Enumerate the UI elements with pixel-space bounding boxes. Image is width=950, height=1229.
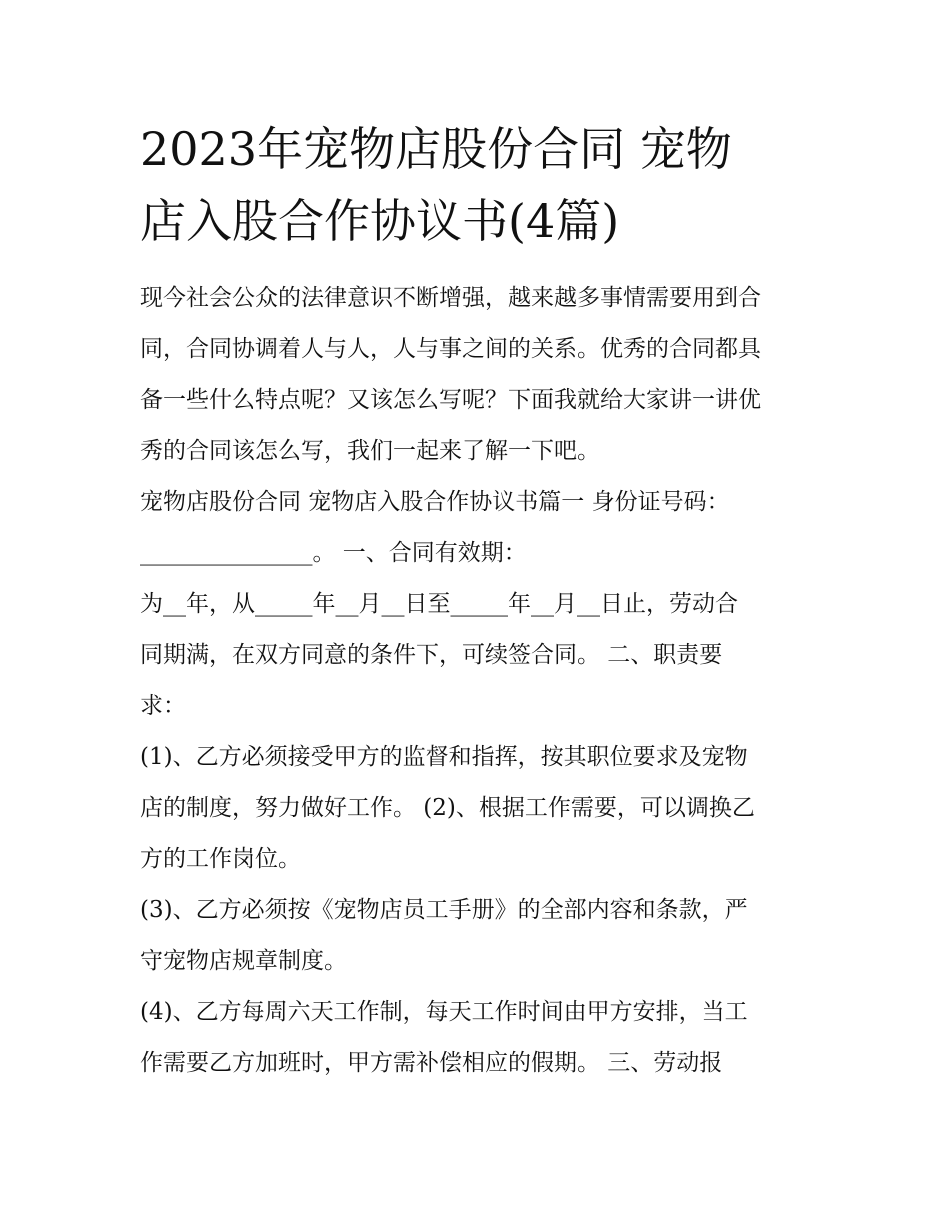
body-line-16: 作需要乙方加班时，甲方需补偿相应的假期。 三、劳动报 [140, 1050, 723, 1076]
document-title [140, 113, 820, 257]
body-line-14: 守宠物店规章制度。 [140, 948, 347, 974]
body-line-11: 店的制度，努力做好工作。 (2)、根据工作需要，可以调换乙 [140, 795, 755, 821]
body-line-6: _______________。 一、合同有效期： [140, 540, 527, 566]
body-line-8: 同期满，在双方同意的条件下，可续签合同。 二、职责要 [140, 642, 723, 668]
body-line-1: 现今社会公众的法律意识不断增强，越来越多事情需要用到合 [140, 285, 761, 311]
body-line-3: 备一些什么特点呢？又该怎么写呢？下面我就给大家讲一讲优 [140, 387, 761, 413]
body-line-7: 为__年，从_____年__月__日至_____年__月__日止，劳动合 [140, 591, 738, 617]
document-content [140, 113, 820, 1089]
body-line-4: 秀的合同该怎么写，我们一起来了解一下吧。 [140, 438, 600, 464]
body-line-13: (3)、乙方必须按《宠物店员工手册》的全部内容和条款，严 [140, 897, 748, 923]
body-line-10: (1)、乙方必须接受甲方的监督和指挥，按其职位要求及宠物 [140, 744, 748, 770]
body-line-5: 宠物店股份合同 宠物店入股合作协议书篇一 身份证号码： [140, 489, 730, 515]
body-line-9: 求： [140, 693, 186, 719]
title-line-1: 2023年宠物店股份合同 宠物 [140, 122, 732, 176]
body-line-15: (4)、乙方每周六天工作制，每天工作时间由甲方安排，当工 [140, 999, 748, 1025]
body-line-12: 方的工作岗位。 [140, 846, 301, 872]
body-line-2: 同，合同协调着人与人，人与事之间的关系。优秀的合同都具 [140, 336, 761, 362]
title-line-2: 店入股合作协议书(4篇) [140, 194, 620, 248]
document-body [140, 273, 820, 1089]
